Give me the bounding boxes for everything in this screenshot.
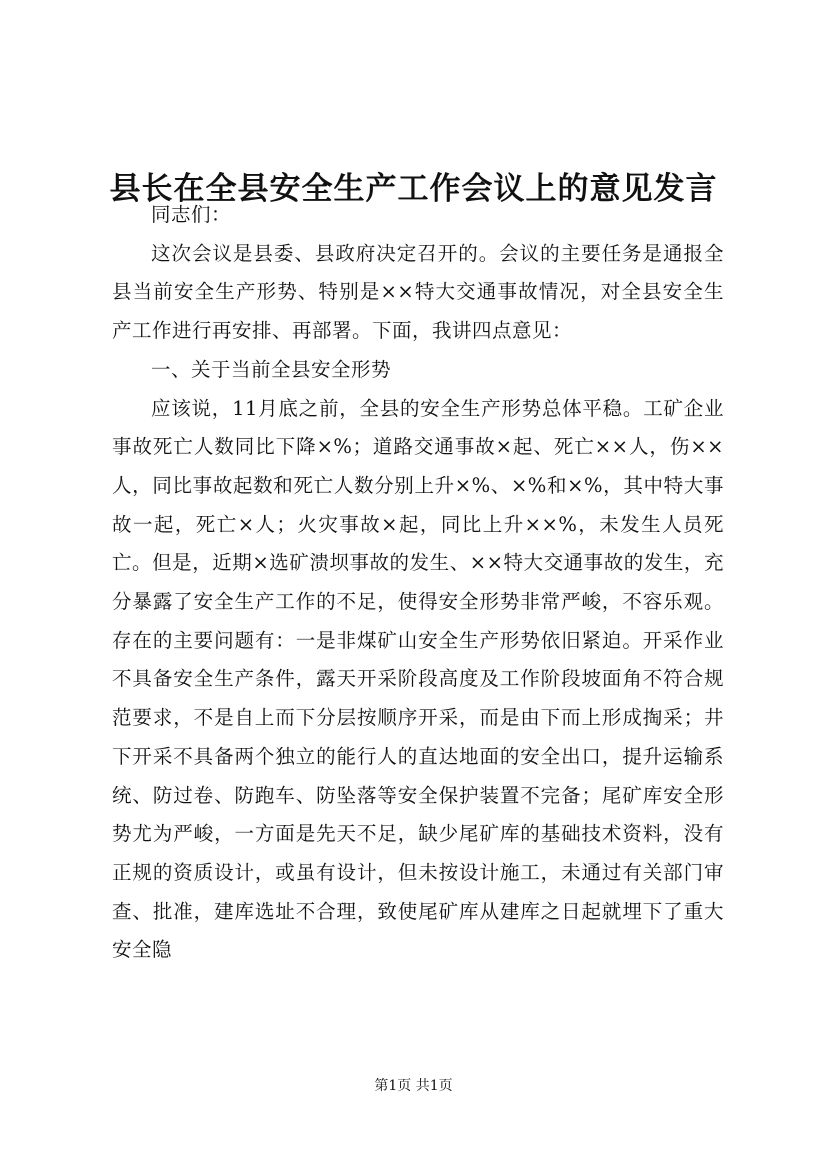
page-footer: 第1页 共1页 — [374, 1078, 453, 1094]
document-body — [112, 196, 724, 970]
section-heading: 一、关于当前全县安全形势 — [151, 357, 392, 381]
intro-paragraph: 这次会议是县委、县政府决定召开的。会议的主要任务是通报全县当前安全生产形势、特别是××特大交通事故情况，对全县安全生产工作进行再安排、再部署。下面，我讲四点意见： — [112, 241, 724, 343]
salutation-paragraph: 同志们： — [151, 203, 232, 226]
document-title: 县长在全县安全生产工作会议上的意见发言 — [109, 170, 718, 207]
body-paragraph: 应该说，11月底之前，全县的安全生产形势总体平稳。工矿企业事故死亡人数同比下降×%；道路交通事故×起、死亡××人，伤××人，同比事故起数和死亡人数分别上升×%、×%和×%，其中特大事故一起，死亡×人；火灾事故×起，同比上升××%，未发生人员死亡。但是，近期×选矿溃坝事故的发生、××特大交通事故的发生，充分暴露了安全生产工作的不足，使得安全形势非常严峻，不容乐观。存在的主要问题有：一是非煤矿山安全生产形势依旧紧迫。开采作业不具备安全生产条件，露天开采阶段高度及工作阶段坡面角不符合规范要求，不是自上而下分层按顺序开采，而是由下而上形成掏采；井下开采不具备两个独立的能行人的直达地面的安全出口，提升运输系统、防过卷、防跑车、防坠落等安全保护装置不完备；尾矿库安全形势尤为严峻，一方面是先天不足，缺少尾矿库的基础技术资料，没有正规的资质设计，或虽有设计，但未按设计施工，未通过有关部门审查、批准，建库选址不合理，致使尾矿库从建库之日起就埋下了重大安全隐 — [112, 396, 724, 962]
